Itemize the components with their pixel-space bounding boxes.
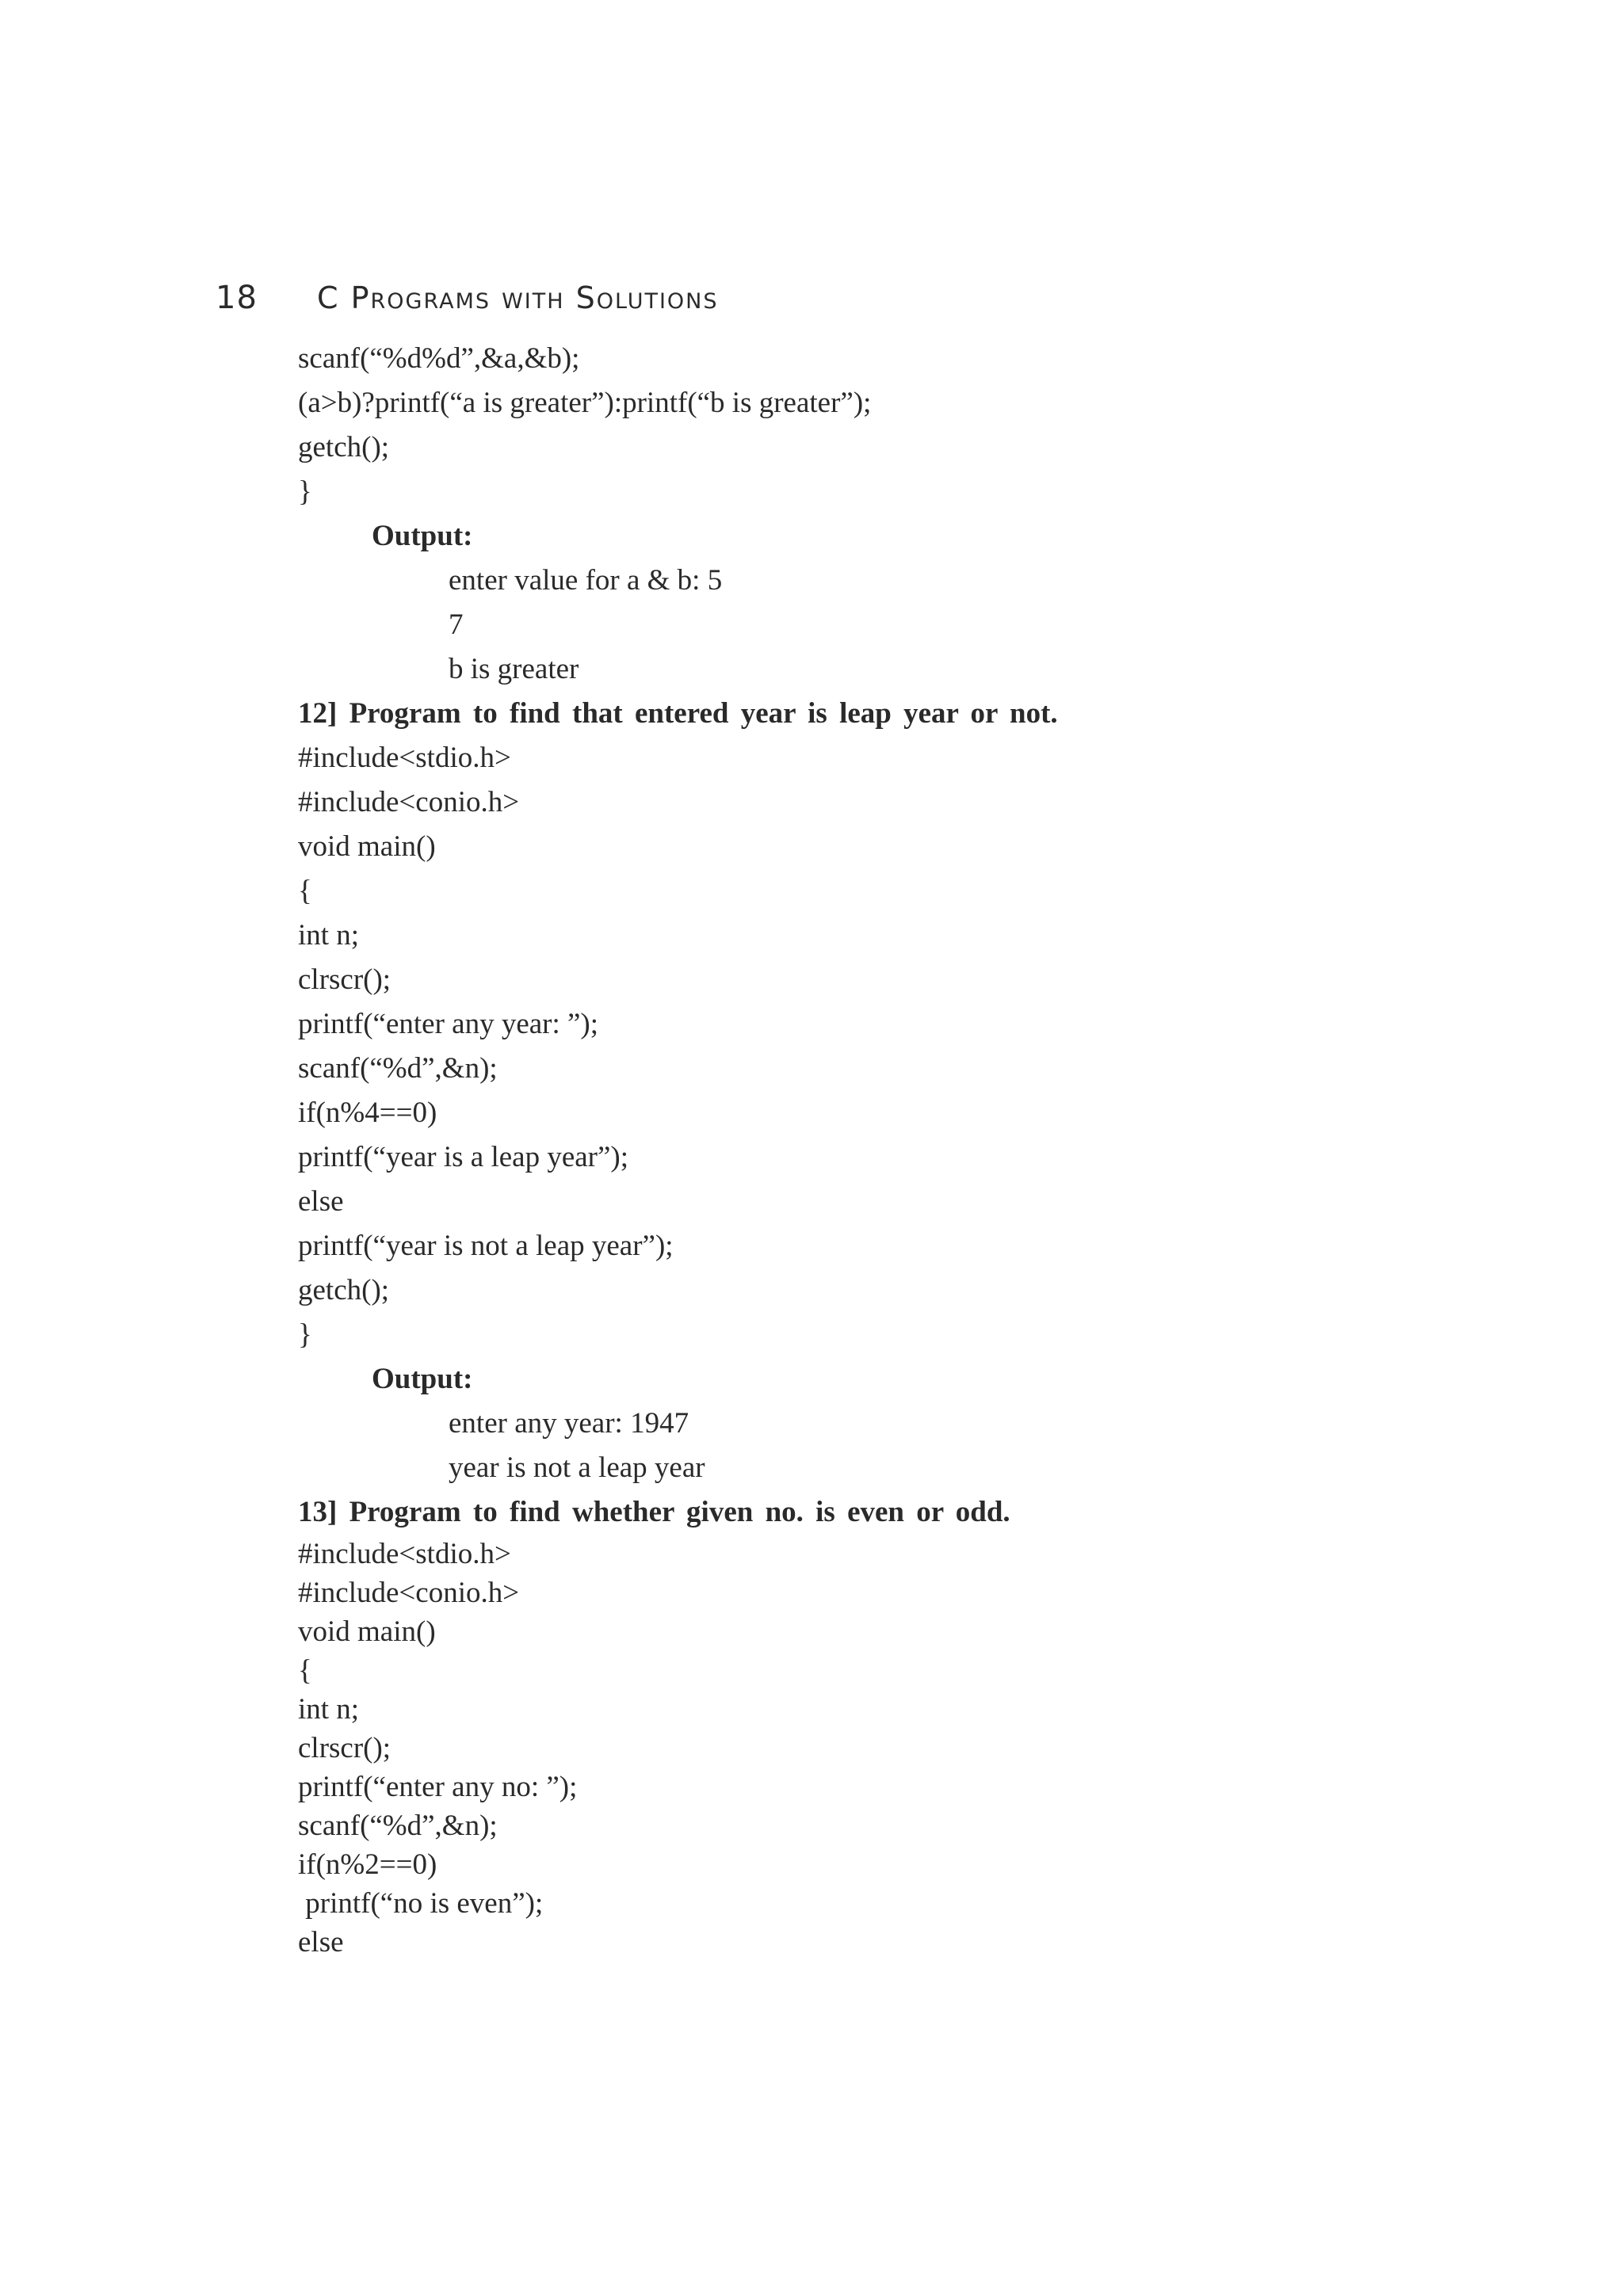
code-line: printf(“enter any year: ”); <box>298 1008 599 1040</box>
running-title: C Programs with Solutions <box>317 280 719 315</box>
code-line: scanf(“%d%d”,&a,&b); <box>298 342 580 375</box>
page-header <box>216 266 719 330</box>
output-line: enter value for a & b: 5 <box>449 564 723 597</box>
program-13-heading: 13] Program to find whether given no. is even or odd. <box>298 1496 1010 1528</box>
code-line: printf(“enter any no: ”); <box>298 1771 578 1803</box>
code-line: getch(); <box>298 1274 390 1306</box>
code-line: if(n%2==0) <box>298 1848 437 1881</box>
code-line: else <box>298 1185 344 1218</box>
code-line: #include<conio.h> <box>298 786 520 818</box>
output-label: Output: <box>372 1363 473 1395</box>
code-line: { <box>298 1654 312 1687</box>
code-line: else <box>298 1926 344 1958</box>
code-line: clrscr(); <box>298 1732 391 1764</box>
code-line: printf(“year is a leap year”); <box>298 1141 629 1173</box>
code-line: void main() <box>298 1615 436 1648</box>
output-line: 7 <box>449 608 464 641</box>
code-line: int n; <box>298 1693 360 1726</box>
code-line: printf(“year is not a leap year”); <box>298 1230 674 1262</box>
output-line: b is greater <box>449 653 579 685</box>
code-line: { <box>298 875 312 907</box>
page-number: 18 <box>216 280 258 316</box>
code-line: int n; <box>298 919 360 952</box>
code-line: scanf(“%d”,&n); <box>298 1052 498 1085</box>
output-label: Output: <box>372 520 473 552</box>
code-line: getch(); <box>298 431 390 463</box>
output-line: enter any year: 1947 <box>449 1407 689 1440</box>
code-line: } <box>298 1318 312 1351</box>
code-line: clrscr(); <box>298 963 391 996</box>
program-12-heading: 12] Program to find that entered year is leap year or not. <box>298 697 1058 730</box>
code-line: if(n%4==0) <box>298 1097 437 1129</box>
code-line: } <box>298 475 312 508</box>
code-line: scanf(“%d”,&n); <box>298 1810 498 1842</box>
code-line: #include<stdio.h> <box>298 742 511 774</box>
page-content <box>298 337 1487 1962</box>
code-line: #include<conio.h> <box>298 1577 520 1609</box>
output-line: year is not a leap year <box>449 1451 705 1484</box>
code-line: #include<stdio.h> <box>298 1538 511 1570</box>
code-line: printf(“no is even”); <box>298 1887 544 1920</box>
code-line: (a>b)?printf(“a is greater”):printf(“b is greater”); <box>298 387 872 419</box>
code-line: void main() <box>298 830 436 863</box>
